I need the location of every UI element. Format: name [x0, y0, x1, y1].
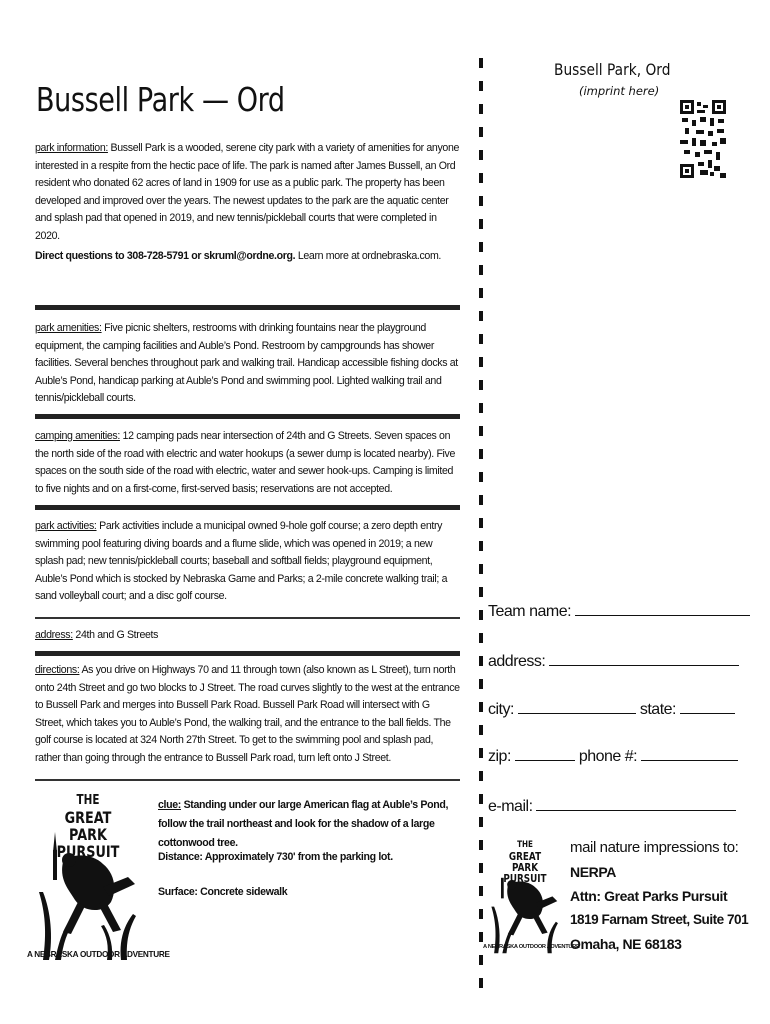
contact-bold: Direct questions to 308-728-5791 or skruml@ordne.org.	[35, 250, 296, 262]
zip-phone-field[interactable]	[488, 746, 738, 766]
park-amenities	[35, 320, 460, 408]
directions-label: directions:	[35, 664, 80, 676]
park-information	[35, 140, 460, 245]
mail-line-1: NERPA	[570, 864, 616, 880]
divider	[35, 617, 460, 619]
park-amenities-text: Five picnic shelters, restrooms with drinking fountains near the playground equipment, the camping facilities and Auble’s Pond. Restroom by campgrounds has shower facilities. Several benches throughout park and walking trail. Handicap accessible fishing docks at Auble’s Pond, handicap parking at Auble’s Pond and swimming pool. Lighted walking trail and tennis/pickleball courts.	[35, 322, 458, 404]
postcard-heading: Bussell Park, Ord	[554, 60, 671, 79]
mail-line-4: Omaha, NE 68183	[570, 936, 682, 952]
city-label: city:	[488, 701, 514, 718]
divider	[35, 305, 460, 310]
park-amenities-label: park amenities:	[35, 322, 102, 334]
zip-label: zip:	[488, 748, 511, 765]
divider	[35, 651, 460, 656]
park-activities-label: park activities:	[35, 520, 97, 532]
clue	[158, 796, 460, 853]
phone-line[interactable]	[641, 746, 738, 761]
logo-line1: THE	[76, 793, 100, 808]
logo-tagline: A NEBRASKA OUTDOOR ADVENTURE	[27, 950, 170, 959]
logo-line3: PURSUIT	[56, 842, 120, 861]
clue-distance: Distance: Approximately 730' from the parking lot.	[158, 851, 393, 863]
clue-label: clue:	[158, 799, 181, 811]
address-text: 24th and G Streets	[72, 629, 159, 641]
great-park-pursuit-logo-small	[483, 838, 580, 956]
mail-line-3: 1819 Farnam Street, Suite 701	[570, 912, 749, 927]
state-line[interactable]	[680, 699, 735, 714]
divider	[35, 505, 460, 510]
cut-line	[479, 58, 483, 988]
mail-intro: mail nature impressions to:	[570, 839, 739, 856]
imprint-note: (imprint here)	[579, 84, 660, 98]
contact-rest: Learn more at ordnebraska.com.	[295, 250, 442, 262]
contact-line	[35, 248, 460, 266]
email-field[interactable]	[488, 796, 736, 816]
state-label: state:	[639, 701, 676, 718]
directions-text: As you drive on Highways 70 and 11 through town (also known as L Street), turn north onto 24th Street and go two blocks to J Street. The road curves slightly to the west at the entrance to Bussell Park and merges into Bussell Park Road. Bussell Park Road will intersect with G Street, which takes you to Auble’s Pond, the walking trail, and the entrance to the ball fields. The golf course is located at 324 North 27th Street. To get to the swimming pool and splash pad, rather than going through the entrance to Bussell Park road, turn left onto J Street.	[35, 664, 460, 764]
mail-line-2: Attn: Great Parks Pursuit	[570, 888, 728, 904]
camping-amenities	[35, 428, 460, 498]
park-activities-text: Park activities include a municipal owned 9-hole golf course; a zero depth entry swimming pool featuring diving boards and a flume slide, which was opened in 2019; a new splash pad; new tennis/pickleball courts; baseball and softball fields; playground equipment, Auble’s Pond which is stocked by Nebraska Game and Parks; a 2-mile concrete walking trail; a sand volleyball court; and a disc golf course.	[35, 520, 448, 602]
email-line[interactable]	[536, 796, 736, 811]
email-label: e-mail:	[488, 798, 533, 815]
address-field[interactable]	[488, 651, 739, 671]
address	[35, 627, 460, 645]
logo-small-line1: THE	[517, 840, 533, 850]
logo-small-line2: GREAT PARK	[508, 850, 542, 874]
logo-title	[44, 792, 132, 860]
logo-small-line3: PURSUIT	[503, 872, 547, 885]
address-label: address:	[35, 629, 73, 641]
directions	[35, 662, 460, 767]
divider	[35, 779, 460, 781]
team-name-field[interactable]	[488, 601, 750, 621]
page-title: Bussell Park — Ord	[36, 80, 285, 119]
team-name-label: Team name:	[488, 603, 572, 620]
qr-code-icon	[680, 100, 726, 178]
clue-surface: Surface: Concrete sidewalk	[158, 886, 288, 898]
divider	[35, 414, 460, 419]
logo-line2: GREAT PARK	[64, 808, 112, 844]
logo-title-small	[495, 840, 556, 884]
camping-amenities-label: camping amenities:	[35, 430, 120, 442]
address-line[interactable]	[549, 651, 739, 666]
team-name-line[interactable]	[575, 601, 750, 616]
address-field-label: address:	[488, 653, 546, 670]
logo-small-tagline: A NEBRASKA OUTDOOR ADVENTURE	[483, 944, 580, 950]
park-information-text: Bussell Park is a wooded, serene city park with a variety of amenities for anyone interested in a respite from the hectic pace of life. The park is named after James Bussell, an Ord resident who donated 62 acres of land in 1909 for use as a public park. The property has been developed and improved over the years. The newest updates to the park are the aquatic center and splash pad that opened in 2019, and new tennis/pickleball courts that were completed in 2020.	[35, 142, 460, 242]
camping-amenities-text: 12 camping pads near intersection of 24th and G Streets. Seven spaces on the north side of the road with electric and water hookups (a sewer dump is located nearby). Five spaces on the south side of the road with electric, water and sewer hook-ups. Camping is limited to five nights and on a first-come, first-served basis; reservations are not accepted.	[35, 430, 456, 495]
city-state-field[interactable]	[488, 699, 735, 719]
park-activities	[35, 518, 460, 606]
park-information-label: park information:	[35, 142, 108, 154]
city-line[interactable]	[518, 699, 636, 714]
clue-text: Standing under our large American flag at Auble’s Pond, follow the trail northeast and look for the shadow of a large cottonwood tree.	[158, 799, 449, 849]
phone-label: phone #:	[578, 748, 638, 765]
zip-line[interactable]	[515, 746, 575, 761]
